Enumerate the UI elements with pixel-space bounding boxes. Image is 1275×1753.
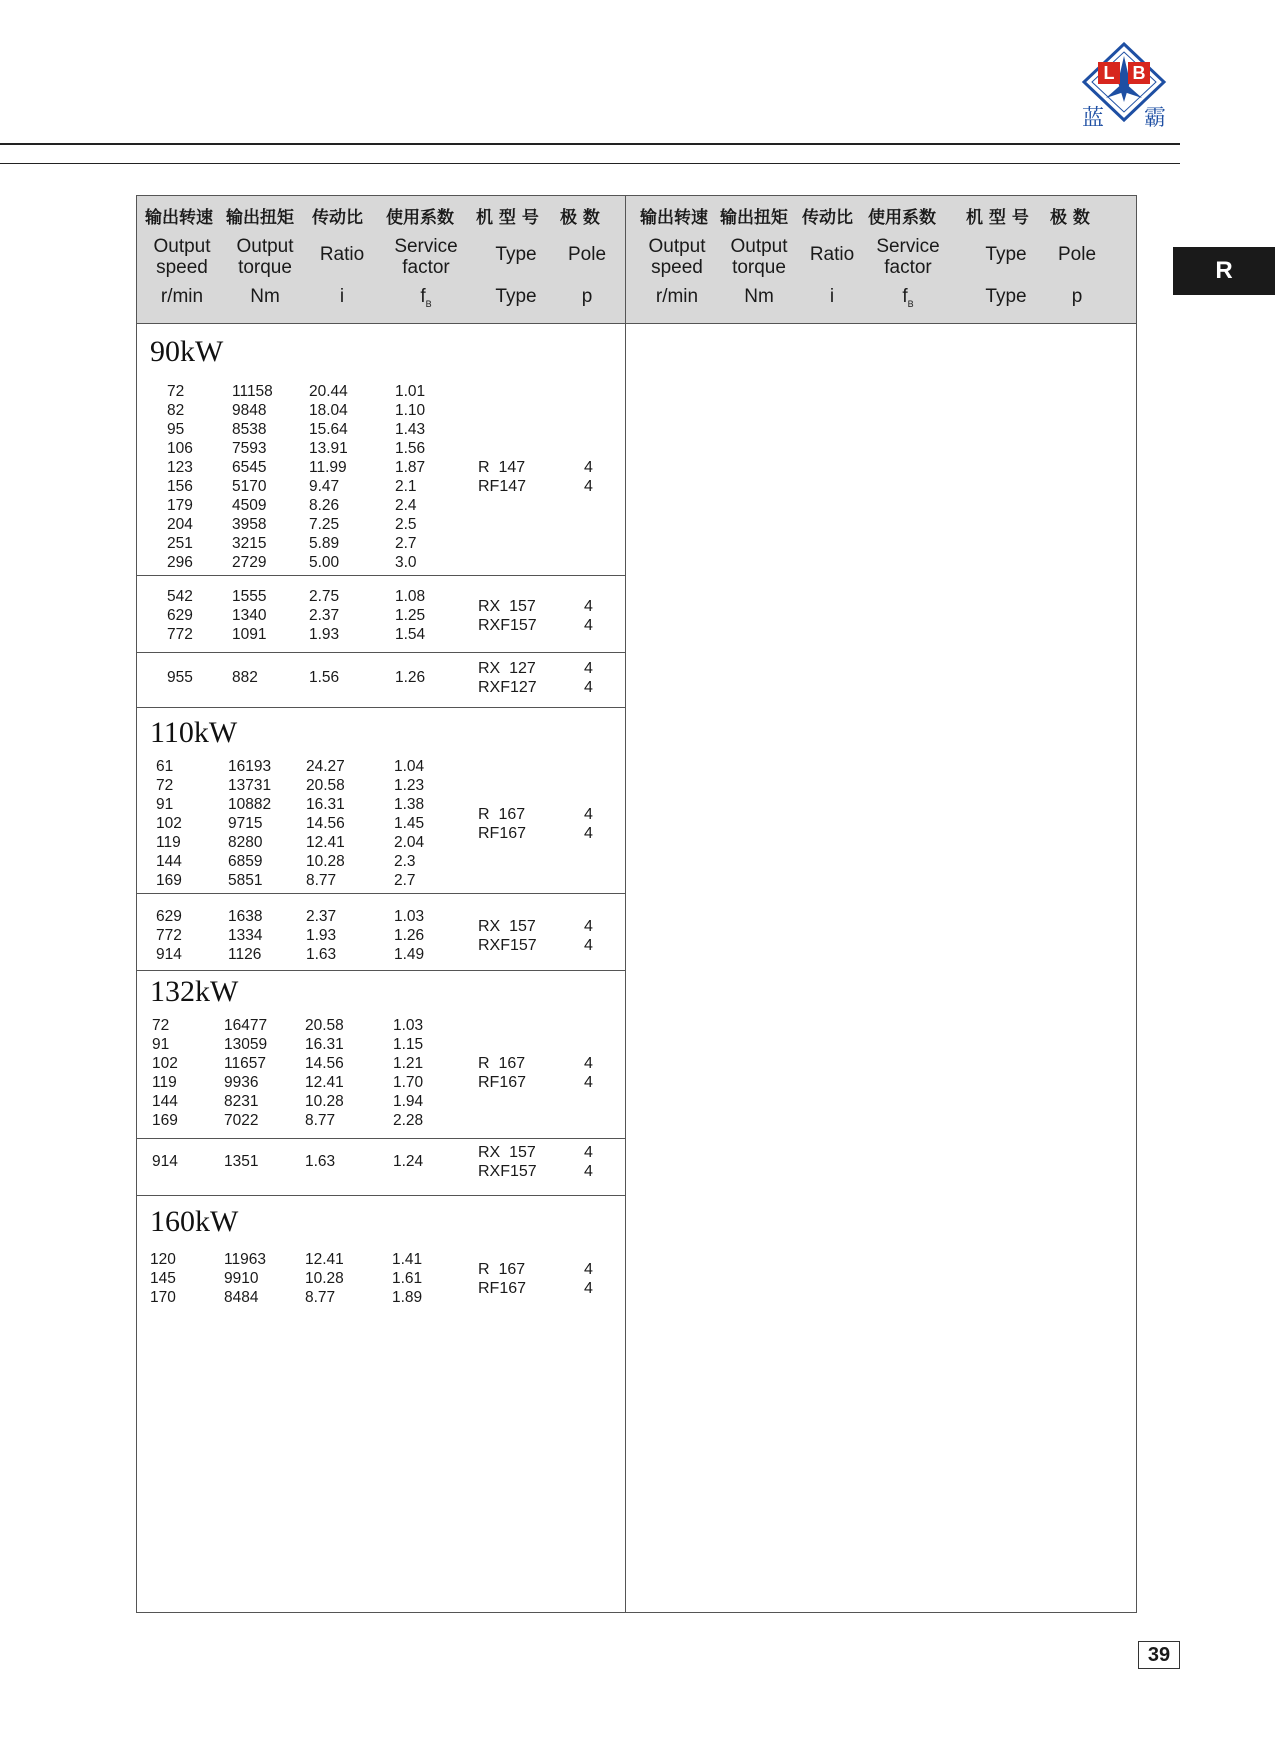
col-pole xyxy=(584,1260,593,1298)
torque-value: 8231 xyxy=(224,1093,259,1110)
col-pole xyxy=(584,458,593,496)
col-torque xyxy=(228,757,271,890)
col-torque xyxy=(224,1250,266,1307)
service-factor-value: 1.45 xyxy=(394,815,425,832)
header-en-line: Output xyxy=(236,236,294,257)
brand-logo xyxy=(1076,42,1172,134)
group-divider xyxy=(137,893,625,894)
ratio-value: 7.25 xyxy=(309,516,340,533)
header-en-type xyxy=(476,244,556,265)
speed-value: 772 xyxy=(156,927,182,944)
section-title: 160kW xyxy=(150,1205,239,1238)
torque-value: 1555 xyxy=(232,588,267,605)
torque-value: 11657 xyxy=(224,1055,266,1072)
type-value: RF167 xyxy=(478,824,527,842)
ratio-value: 24.27 xyxy=(306,758,345,775)
ratio-value: 5.00 xyxy=(309,554,340,571)
pole-value: 4 xyxy=(584,478,593,495)
service-factor-value: 1.03 xyxy=(393,1017,424,1034)
type-value: RXF157 xyxy=(478,616,537,634)
col-type xyxy=(478,1143,537,1181)
col-torque xyxy=(232,382,273,572)
torque-value: 6859 xyxy=(228,853,263,870)
service-factor-value: 1.94 xyxy=(393,1093,424,1110)
speed-value: 179 xyxy=(167,497,193,514)
type-value: R 167 xyxy=(478,805,526,823)
service-factor-value: 1.04 xyxy=(394,758,425,775)
col-speed xyxy=(150,1250,176,1307)
ratio-value: 11.99 xyxy=(309,459,347,476)
col-type xyxy=(478,659,537,697)
service-factor-value: 1.87 xyxy=(395,459,426,476)
type-value: RF167 xyxy=(478,1074,527,1091)
ratio-value: 12.41 xyxy=(306,834,345,851)
ratio-value: 10.28 xyxy=(306,853,345,870)
type-value: RXF157 xyxy=(478,1162,537,1180)
speed-value: 955 xyxy=(167,669,193,686)
ratio-value: 1.56 xyxy=(309,669,340,686)
torque-value: 882 xyxy=(232,669,258,686)
col-service-factor xyxy=(393,1152,423,1171)
group-divider xyxy=(137,1195,625,1196)
ratio-value: 14.56 xyxy=(306,815,345,832)
torque-value: 7022 xyxy=(224,1112,259,1129)
col-speed xyxy=(152,1016,178,1130)
type-value: RF147 xyxy=(478,478,527,495)
service-factor-value: 1.41 xyxy=(392,1251,423,1268)
header-en-speed xyxy=(145,236,219,278)
col-service-factor xyxy=(394,907,424,964)
header-en-line: Pole xyxy=(1057,244,1097,265)
pole-value: 4 xyxy=(584,597,593,615)
service-factor-value: 1.49 xyxy=(394,946,425,963)
col-pole xyxy=(584,659,593,697)
col-type xyxy=(478,1260,526,1298)
header-en-line: Output xyxy=(153,236,211,257)
group-divider xyxy=(137,652,625,653)
col-service-factor xyxy=(395,382,425,572)
ratio-value: 20.58 xyxy=(305,1017,344,1034)
speed-value: 72 xyxy=(156,777,174,794)
torque-value: 3215 xyxy=(232,535,267,552)
col-type xyxy=(478,805,526,843)
service-factor-value: 1.89 xyxy=(392,1289,423,1306)
service-factor-value: 2.3 xyxy=(394,853,416,870)
ratio-value: 10.28 xyxy=(305,1270,344,1287)
group-divider xyxy=(137,970,625,971)
col-speed xyxy=(156,907,182,964)
ratio-value: 1.93 xyxy=(309,626,340,643)
speed-value: 91 xyxy=(156,796,174,813)
service-factor-value: 1.21 xyxy=(393,1055,424,1072)
col-ratio xyxy=(309,382,348,572)
type-value: R 167 xyxy=(478,1260,526,1278)
torque-value: 1351 xyxy=(224,1153,259,1170)
ratio-value: 1.63 xyxy=(305,1153,336,1170)
logo-cn-right: 霸 xyxy=(1144,106,1167,131)
speed-value: 170 xyxy=(150,1289,176,1306)
header-cn-ratio: 传动比 xyxy=(312,208,363,228)
service-factor-value: 1.24 xyxy=(393,1153,424,1170)
col-speed xyxy=(167,587,193,644)
ratio-value: 20.44 xyxy=(309,383,348,400)
header-en-speed xyxy=(640,236,714,278)
torque-value: 8280 xyxy=(228,834,263,851)
header-unit-pole: p xyxy=(581,286,593,307)
service-factor-value: 1.61 xyxy=(392,1270,423,1287)
section-tab: R xyxy=(1173,247,1275,295)
col-torque xyxy=(224,1152,258,1171)
fb-subscript: B xyxy=(907,298,914,309)
header-unit-speed: r/min xyxy=(655,286,699,307)
col-type xyxy=(478,917,537,955)
speed-value: 251 xyxy=(167,535,193,552)
torque-value: 11963 xyxy=(224,1251,266,1268)
ratio-value: 8.26 xyxy=(309,497,340,514)
col-ratio xyxy=(306,907,336,964)
section-title: 110kW xyxy=(150,716,238,749)
speed-value: 144 xyxy=(152,1093,178,1110)
header-en-line: torque xyxy=(732,257,786,278)
header-cn-torque: 输出扭矩 xyxy=(720,208,788,228)
table-center-divider xyxy=(625,196,626,1612)
speed-value: 61 xyxy=(156,758,174,775)
speed-value: 123 xyxy=(167,459,193,476)
pole-value: 4 xyxy=(584,936,593,954)
speed-value: 629 xyxy=(156,908,182,925)
speed-value: 914 xyxy=(152,1153,178,1170)
header-en-torque xyxy=(720,236,798,278)
torque-value: 9848 xyxy=(232,402,267,419)
pole-value: 4 xyxy=(584,678,593,696)
speed-value: 204 xyxy=(167,516,193,533)
header-en-line: Output xyxy=(648,236,706,257)
speed-value: 95 xyxy=(167,421,185,438)
pole-value: 4 xyxy=(584,459,593,476)
logo-letter-l: L xyxy=(1098,62,1120,84)
header-en-line: Service xyxy=(394,236,458,257)
service-factor-value: 3.0 xyxy=(395,554,417,571)
ratio-value: 8.77 xyxy=(305,1112,336,1129)
ratio-value: 14.56 xyxy=(305,1055,344,1072)
ratio-value: 1.93 xyxy=(306,927,337,944)
header-en-torque xyxy=(226,236,304,278)
header-cn-pole: 极 数 xyxy=(560,208,600,228)
speed-value: 72 xyxy=(152,1017,170,1034)
header-en-line: Pole xyxy=(567,244,607,265)
header-unit-speed: r/min xyxy=(160,286,204,307)
header-en-line: Service xyxy=(876,236,940,257)
section-title: 90kW xyxy=(150,335,224,368)
ratio-value: 20.58 xyxy=(306,777,345,794)
speed-value: 542 xyxy=(167,588,193,605)
type-value: RX 127 xyxy=(478,659,536,677)
speed-value: 119 xyxy=(156,834,181,851)
header-cn-type: 机 型 号 xyxy=(966,208,1029,228)
header-unit-pole: p xyxy=(1071,286,1083,307)
header-unit-service-factor: $f_B$ xyxy=(902,286,914,309)
speed-value: 169 xyxy=(152,1112,178,1129)
ratio-value: 2.37 xyxy=(309,607,340,624)
service-factor-value: 1.10 xyxy=(395,402,426,419)
pole-value: 4 xyxy=(584,1055,593,1072)
service-factor-value: 1.01 xyxy=(395,383,426,400)
header-en-ratio xyxy=(802,244,862,265)
header-en-pole xyxy=(1050,244,1104,265)
ratio-value: 13.91 xyxy=(309,440,348,457)
header-en-line: factor xyxy=(884,257,932,278)
torque-value: 10882 xyxy=(228,796,272,813)
header-unit-type: Type xyxy=(985,286,1027,307)
service-factor-value: 1.23 xyxy=(394,777,425,794)
group-divider xyxy=(137,1138,625,1139)
torque-value: 1126 xyxy=(228,946,262,963)
type-value: RXF157 xyxy=(478,936,537,954)
type-value: RX 157 xyxy=(478,1143,536,1161)
col-pole xyxy=(584,597,593,635)
pole-value: 4 xyxy=(584,1260,593,1278)
torque-value: 7593 xyxy=(232,440,267,457)
torque-value: 1334 xyxy=(228,927,263,944)
speed-value: 72 xyxy=(167,383,185,400)
col-ratio xyxy=(306,757,345,890)
col-service-factor xyxy=(395,668,425,687)
col-ratio xyxy=(305,1016,344,1130)
header-cn-pole: 极 数 xyxy=(1050,208,1090,228)
col-service-factor xyxy=(393,1016,423,1130)
col-speed xyxy=(156,757,182,890)
col-pole xyxy=(584,917,593,955)
header-en-ratio xyxy=(312,244,372,265)
header-en-line: Ratio xyxy=(809,244,855,265)
col-service-factor xyxy=(395,587,425,644)
col-speed xyxy=(167,382,193,572)
pole-value: 4 xyxy=(584,917,593,935)
header-en-line: factor xyxy=(402,257,450,278)
ratio-value: 12.41 xyxy=(305,1251,344,1268)
header-en-service-factor xyxy=(868,236,948,278)
col-service-factor xyxy=(394,757,424,890)
service-factor-value: 1.56 xyxy=(395,440,426,457)
col-torque xyxy=(232,668,258,687)
header-cn-type: 机 型 号 xyxy=(476,208,539,228)
speed-value: 120 xyxy=(150,1251,176,1268)
fb-subscript: B xyxy=(425,298,432,309)
col-type xyxy=(478,458,526,496)
type-value: R 147 xyxy=(478,459,526,476)
speed-value: 144 xyxy=(156,853,182,870)
service-factor-value: 2.7 xyxy=(394,872,416,889)
ratio-value: 1.63 xyxy=(306,946,337,963)
service-factor-value: 2.4 xyxy=(395,497,417,514)
pole-value: 4 xyxy=(584,805,593,823)
ratio-value: 16.31 xyxy=(306,796,345,813)
header-en-service-factor xyxy=(386,236,466,278)
speed-value: 106 xyxy=(167,440,193,457)
col-service-factor xyxy=(392,1250,422,1307)
torque-value: 3958 xyxy=(232,516,267,533)
ratio-value: 2.37 xyxy=(306,908,337,925)
col-torque xyxy=(228,907,262,964)
header-cn-ratio: 传动比 xyxy=(802,208,853,228)
pole-value: 4 xyxy=(584,1143,593,1161)
header-unit-ratio: i xyxy=(829,286,835,307)
header-unit-ratio: i xyxy=(339,286,345,307)
torque-value: 1638 xyxy=(228,908,263,925)
torque-value: 8484 xyxy=(224,1289,259,1306)
service-factor-value: 1.25 xyxy=(395,607,426,624)
service-factor-value: 2.5 xyxy=(395,516,417,533)
pole-value: 4 xyxy=(584,616,593,634)
ratio-value: 8.77 xyxy=(306,872,337,889)
speed-value: 169 xyxy=(156,872,182,889)
torque-value: 16477 xyxy=(224,1017,268,1034)
section-title: 132kW xyxy=(150,975,239,1008)
service-factor-value: 1.03 xyxy=(394,908,425,925)
header-en-line: Type xyxy=(495,244,537,265)
type-value: RXF127 xyxy=(478,678,537,696)
torque-value: 1091 xyxy=(232,626,267,643)
type-value: RF167 xyxy=(478,1279,527,1297)
speed-value: 82 xyxy=(167,402,185,419)
header-en-type xyxy=(966,244,1046,265)
ratio-value: 15.64 xyxy=(309,421,348,438)
service-factor-value: 1.70 xyxy=(393,1074,424,1091)
torque-value: 16193 xyxy=(228,758,272,775)
col-ratio xyxy=(309,668,339,687)
pole-value: 4 xyxy=(584,1074,593,1091)
pole-value: 4 xyxy=(584,824,593,842)
pole-value: 4 xyxy=(584,1162,593,1180)
service-factor-value: 1.15 xyxy=(393,1036,424,1053)
col-ratio xyxy=(309,587,339,644)
header-en-line: speed xyxy=(156,257,208,278)
header-unit-torque: Nm xyxy=(744,286,774,307)
ratio-value: 5.89 xyxy=(309,535,340,552)
torque-value: 9910 xyxy=(224,1270,259,1287)
torque-value: 6545 xyxy=(232,459,267,476)
header-cn-service-factor: 使用系数 xyxy=(386,208,454,228)
torque-value: 13059 xyxy=(224,1036,268,1053)
ratio-value: 8.77 xyxy=(305,1289,336,1306)
col-pole xyxy=(584,805,593,843)
header-rule xyxy=(0,143,1180,145)
header-en-line: Ratio xyxy=(319,244,365,265)
header-cn-speed: 输出转速 xyxy=(145,208,213,228)
speed-value: 119 xyxy=(152,1074,177,1091)
speed-value: 914 xyxy=(156,946,182,963)
ratio-value: 10.28 xyxy=(305,1093,344,1110)
pole-value: 4 xyxy=(584,659,593,677)
col-pole xyxy=(584,1054,593,1092)
service-factor-value: 1.26 xyxy=(395,669,426,686)
speed-value: 102 xyxy=(152,1055,178,1072)
torque-value: 5170 xyxy=(232,478,267,495)
header-en-line: torque xyxy=(238,257,292,278)
logo-letter-b: B xyxy=(1128,62,1150,84)
speed-value: 296 xyxy=(167,554,193,571)
group-divider xyxy=(137,575,625,576)
ratio-value: 12.41 xyxy=(305,1074,344,1091)
service-factor-value: 2.04 xyxy=(394,834,425,851)
type-value: R 167 xyxy=(478,1055,526,1072)
speed-value: 102 xyxy=(156,815,182,832)
header-en-line: Type xyxy=(985,244,1027,265)
col-ratio xyxy=(305,1152,335,1171)
speed-value: 145 xyxy=(150,1270,176,1287)
service-factor-value: 1.43 xyxy=(395,421,426,438)
torque-value: 9715 xyxy=(228,815,263,832)
col-pole xyxy=(584,1143,593,1181)
service-factor-value: 2.1 xyxy=(395,478,417,495)
col-torque xyxy=(224,1016,267,1130)
col-type xyxy=(478,1054,526,1092)
service-factor-value: 1.26 xyxy=(394,927,425,944)
torque-value: 5851 xyxy=(228,872,263,889)
table-frame xyxy=(136,195,1137,1613)
service-factor-value: 2.7 xyxy=(395,535,417,552)
header-en-pole xyxy=(560,244,614,265)
torque-value: 11158 xyxy=(232,383,273,400)
service-factor-value: 1.54 xyxy=(395,626,426,643)
speed-value: 629 xyxy=(167,607,193,624)
ratio-value: 9.47 xyxy=(309,478,340,495)
ratio-value: 2.75 xyxy=(309,588,340,605)
logo-cn-left: 蓝 xyxy=(1082,106,1105,131)
ratio-value: 16.31 xyxy=(305,1036,344,1053)
header-en-line: Output xyxy=(730,236,788,257)
speed-value: 156 xyxy=(167,478,193,495)
torque-value: 1340 xyxy=(232,607,267,624)
ratio-value: 18.04 xyxy=(309,402,348,419)
torque-value: 4509 xyxy=(232,497,267,514)
type-value: RX 157 xyxy=(478,597,536,615)
header-rule-thin xyxy=(0,163,1180,164)
col-torque xyxy=(232,587,266,644)
header-cn-service-factor: 使用系数 xyxy=(868,208,936,228)
col-speed xyxy=(152,1152,178,1171)
type-value: RX 157 xyxy=(478,917,536,935)
header-unit-type: Type xyxy=(495,286,537,307)
speed-value: 772 xyxy=(167,626,193,643)
col-type xyxy=(478,597,537,635)
torque-value: 8538 xyxy=(232,421,267,438)
header-en-line: speed xyxy=(651,257,703,278)
header-unit-torque: Nm xyxy=(250,286,280,307)
group-divider xyxy=(137,707,625,708)
col-ratio xyxy=(305,1250,344,1307)
header-cn-torque: 输出扭矩 xyxy=(226,208,294,228)
header-cn-speed: 输出转速 xyxy=(640,208,708,228)
service-factor-value: 1.08 xyxy=(395,588,426,605)
page-number: 39 xyxy=(1138,1641,1180,1669)
service-factor-value: 2.28 xyxy=(393,1112,424,1129)
col-speed xyxy=(167,668,193,687)
speed-value: 91 xyxy=(152,1036,170,1053)
torque-value: 13731 xyxy=(228,777,272,794)
service-factor-value: 1.38 xyxy=(394,796,425,813)
header-unit-service-factor: $f_B$ xyxy=(420,286,432,309)
pole-value: 4 xyxy=(584,1279,593,1297)
torque-value: 2729 xyxy=(232,554,267,571)
torque-value: 9936 xyxy=(224,1074,259,1091)
